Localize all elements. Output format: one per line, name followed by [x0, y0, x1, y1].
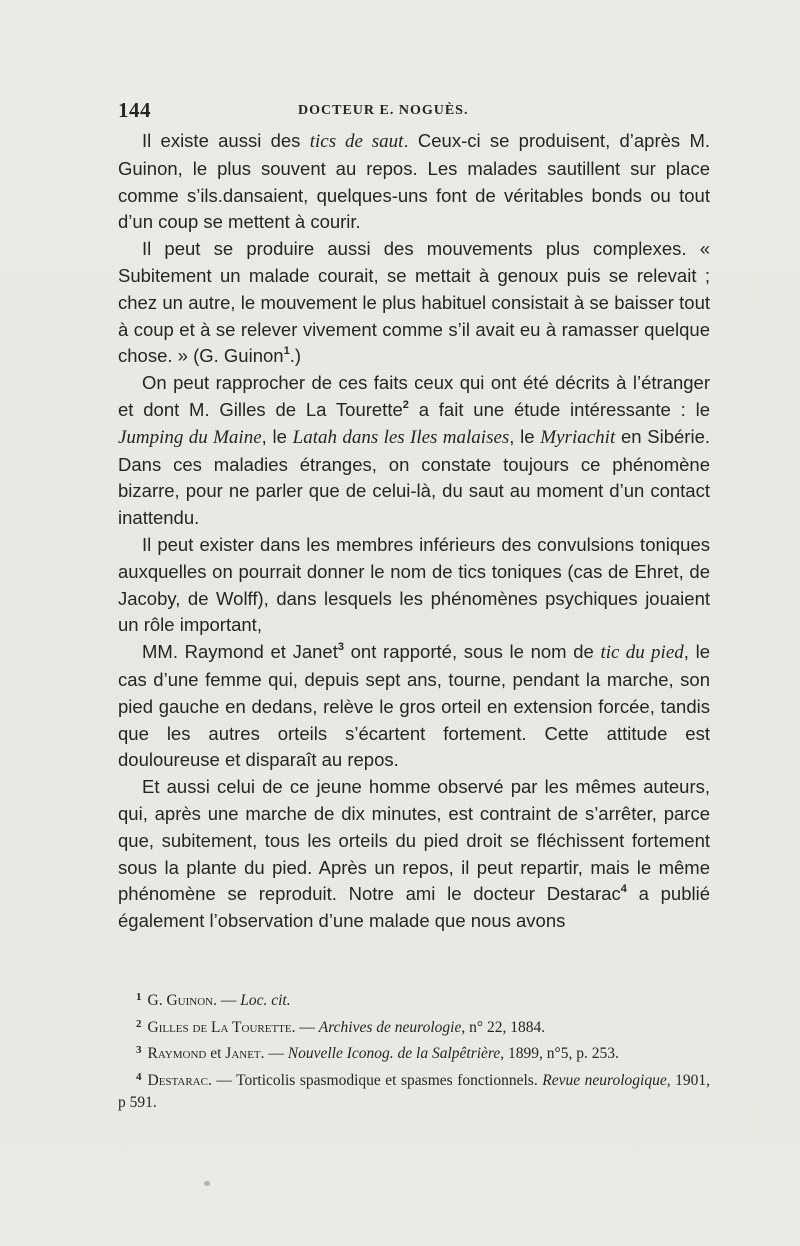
paragraph: Il peut se produire aussi des mouvements plus complexes. « Subitement un malade courait, se mettait à genoux puis se relevait ; chez un autre, le mouvement le plus habituel consistait à se baisser tout à coup et à se relever vivement comme s’il avait eu à ramasser quelque chose. » (G. Guinon$^1$.) — [118, 238, 710, 367]
paragraph: Il peut exister dans les membres inférieurs des convulsions toniques auxquelles on pourrait donner le nom de tics toniques (cas de Ehret, de Jacoby, de Wolff), dans lesquels les phénomènes psychiques jouaient un rôle important, — [118, 533, 710, 636]
paper-speck — [204, 1181, 210, 1186]
footnotes — [118, 986, 710, 1115]
footnote: $^1$ G. Guinon. — Loc. cit. — [136, 991, 291, 1009]
footnote-ref: 2 — [402, 398, 409, 411]
footnote: $^3$ Raymond et Janet. — Nouvelle Iconog. de la Salpêtrière, 1899, n°5, p. 253. — [136, 1044, 619, 1062]
footnote-ref: 4 — [620, 883, 627, 896]
main-text — [118, 128, 710, 935]
paragraph: Il existe aussi des tics de saut. Ceux-ci se produisent, d’après M. Guinon, le plus souvent au repos. Les malades sautillent sur place comme s’ils.dansaient, quelques-uns font de véritables bonds ou tout d’un coup se mettent à courir. — [118, 130, 710, 233]
paragraph: On peut rapprocher de ces faits ceux qui ont été décrits à l’étranger et dont M. Gilles de La Tourette$^2$ a fait une étude intéressante : le Jumping du Maine, le Latah dans les Iles malaises, le Myriachit en Sibérie. Dans ces maladies étranges, on constate toujours ce phénomène bizarre, pour ne parler que de celui-là, du saut au moment d’un contact inattendu. — [118, 372, 710, 529]
running-head: DOCTEUR E. NOGUÈS. — [298, 103, 469, 118]
footnote: $^4$ Destarac. — Torticolis spasmodique et spasmes fonctionnels. Revue neurologique, 1901, p 591. — [118, 1070, 711, 1111]
page-header — [118, 98, 710, 126]
paragraph: MM. Raymond et Janet$^3$ ont rapporté, sous le nom de tic du pied, le cas d’une femme qui, depuis sept ans, tourne, pendant la marche, son pied gauche en dedans, relève le gros orteil en extension forcée, tandis que les autres orteils s’écartent fortement. Cette attitude est douloureuse et disparaît au repos. — [118, 641, 710, 771]
footnote: $^2$ Gilles de La Tourette. — Archives de neurologie, n° 22, 1884. — [136, 1017, 546, 1036]
page-number: 144 — [118, 98, 151, 122]
paragraph: Et aussi celui de ce jeune homme observé par les mêmes auteurs, qui, après une marche de dix minutes, est contraint de s’arrêter, parce que, subitement, tous les orteils du pied droit se fléchissent fortement sous la plante du pied. Après un repos, il peut repartir, mais le même phénomène se reproduit. Notre ami le docteur Destarac$^4$ a publié également l’observation d’une malade que nous avons — [118, 776, 710, 932]
footnote-ref: 3 — [337, 641, 344, 654]
footnote-ref: 1 — [283, 345, 290, 358]
